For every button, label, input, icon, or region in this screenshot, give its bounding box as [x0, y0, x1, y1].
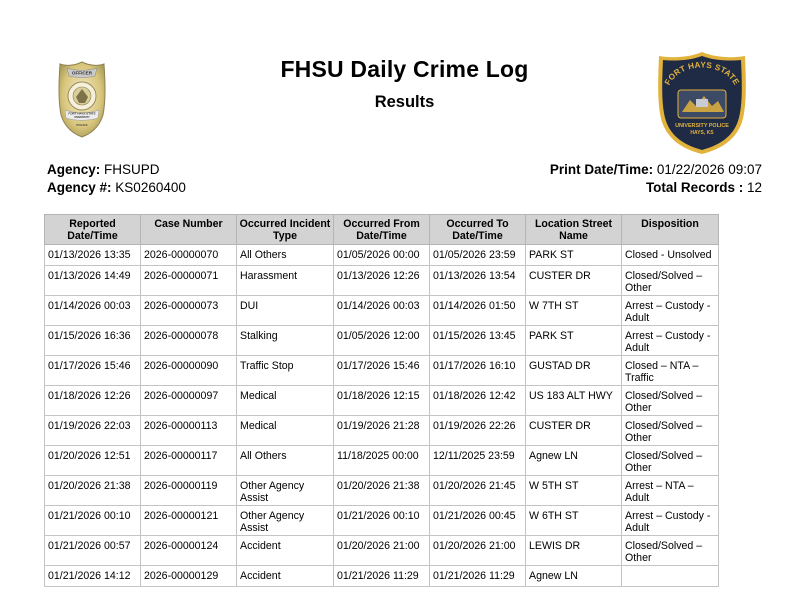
- table-cell: CUSTER DR: [526, 266, 622, 296]
- print-datetime-label: Print Date/Time:: [549, 162, 654, 177]
- table-cell: Closed - Unsolved: [622, 245, 719, 266]
- table-cell: 01/14/2026 01:50: [430, 296, 526, 326]
- table-cell: 01/17/2026 16:10: [430, 356, 526, 386]
- table-cell: 01/19/2026 22:03: [45, 416, 141, 446]
- table-cell: 01/13/2026 12:26: [334, 266, 430, 296]
- table-cell: 01/15/2026 16:36: [45, 326, 141, 356]
- agency-number-line: [47, 179, 186, 197]
- svg-text:UNIVERSITY: UNIVERSITY: [74, 116, 90, 119]
- total-records-value: 12: [746, 180, 762, 195]
- table-cell: Other Agency Assist: [237, 476, 334, 506]
- table-cell: 01/05/2026 12:00: [334, 326, 430, 356]
- table-cell: 01/20/2026 21:00: [430, 536, 526, 566]
- table-cell: 2026-00000121: [141, 506, 237, 536]
- table-cell: 01/18/2026 12:26: [45, 386, 141, 416]
- print-datetime-value: 01/22/2026 09:07: [656, 162, 762, 177]
- table-cell: 01/13/2026 13:54: [430, 266, 526, 296]
- page-subtitle: Results: [374, 93, 435, 111]
- table-cell: 01/20/2026 12:51: [45, 446, 141, 476]
- table-cell: Traffic Stop: [237, 356, 334, 386]
- table-cell: 01/21/2026 14:12: [45, 566, 141, 587]
- column-header: Reported Date/Time: [45, 215, 141, 245]
- agency-info: [47, 161, 186, 197]
- table-cell: W 7TH ST: [526, 296, 622, 326]
- table-cell: PARK ST: [526, 245, 622, 266]
- table-cell: Agnew LN: [526, 566, 622, 587]
- svg-text:POLICE: POLICE: [76, 123, 88, 127]
- table-cell: Other Agency Assist: [237, 506, 334, 536]
- table-cell: Harassment: [237, 266, 334, 296]
- column-header: Disposition: [622, 215, 719, 245]
- table-row: [45, 416, 719, 446]
- table-cell: 11/18/2025 00:00: [334, 446, 430, 476]
- table-cell: 2026-00000119: [141, 476, 237, 506]
- table-row: [45, 476, 719, 506]
- table-cell: 01/19/2026 21:28: [334, 416, 430, 446]
- table-row: [45, 386, 719, 416]
- table-cell: 01/21/2026 00:10: [334, 506, 430, 536]
- table-cell: 2026-00000073: [141, 296, 237, 326]
- table-row: [45, 266, 719, 296]
- agency-line: [47, 161, 186, 179]
- table-cell: W 5TH ST: [526, 476, 622, 506]
- table-cell: Agnew LN: [526, 446, 622, 476]
- table-cell: [622, 566, 719, 587]
- table-row: [45, 356, 719, 386]
- svg-text:OFFICER: OFFICER: [71, 70, 93, 76]
- table-row: [45, 506, 719, 536]
- table-row: [45, 296, 719, 326]
- table-row: [45, 446, 719, 476]
- table-cell: 01/21/2026 00:10: [45, 506, 141, 536]
- table-cell: 01/14/2026 00:03: [334, 296, 430, 326]
- column-header: Occurred From Date/Time: [334, 215, 430, 245]
- table-body: [45, 245, 719, 587]
- table-cell: 01/17/2026 15:46: [45, 356, 141, 386]
- table-cell: 01/20/2026 21:38: [45, 476, 141, 506]
- table-cell: 01/13/2026 13:35: [45, 245, 141, 266]
- table-cell: Arrest – Custody - Adult: [622, 326, 719, 356]
- total-records-line: [550, 179, 762, 197]
- table-cell: 2026-00000117: [141, 446, 237, 476]
- table-cell: Stalking: [237, 326, 334, 356]
- table-cell: LEWIS DR: [526, 536, 622, 566]
- table-cell: GUSTAD DR: [526, 356, 622, 386]
- table-cell: 2026-00000071: [141, 266, 237, 296]
- table-cell: 01/20/2026 21:45: [430, 476, 526, 506]
- table-cell: 2026-00000078: [141, 326, 237, 356]
- table-cell: All Others: [237, 245, 334, 266]
- table-cell: Arrest – Custody - Adult: [622, 296, 719, 326]
- table-cell: Closed – NTA – Traffic: [622, 356, 719, 386]
- table-cell: Medical: [237, 416, 334, 446]
- table-cell: 2026-00000129: [141, 566, 237, 587]
- table-cell: Closed/Solved – Other: [622, 536, 719, 566]
- table-cell: 01/05/2026 00:00: [334, 245, 430, 266]
- university-police-seal: [656, 50, 748, 156]
- svg-text:FORT HAYS STATE: FORT HAYS STATE: [663, 60, 741, 87]
- column-header: Location Street Name: [526, 215, 622, 245]
- print-info: [550, 161, 762, 197]
- total-records-label: Total Records :: [645, 180, 744, 195]
- column-header: Case Number: [141, 215, 237, 245]
- table-cell: 01/18/2026 12:15: [334, 386, 430, 416]
- table-row: [45, 326, 719, 356]
- table-cell: 01/18/2026 12:42: [430, 386, 526, 416]
- table-cell: Arrest – Custody - Adult: [622, 506, 719, 536]
- table-cell: 2026-00000124: [141, 536, 237, 566]
- table-cell: Arrest – NTA – Adult: [622, 476, 719, 506]
- table-cell: 2026-00000113: [141, 416, 237, 446]
- table-cell: Closed/Solved – Other: [622, 386, 719, 416]
- table-cell: 12/11/2025 23:59: [430, 446, 526, 476]
- table-row: [45, 536, 719, 566]
- agency-number-label: Agency #:: [47, 180, 112, 195]
- table-cell: 01/13/2026 14:49: [45, 266, 141, 296]
- table-cell: 01/21/2026 00:57: [45, 536, 141, 566]
- table-cell: 01/19/2026 22:26: [430, 416, 526, 446]
- table-cell: 01/20/2026 21:00: [334, 536, 430, 566]
- svg-text:FORT HAYS STATE: FORT HAYS STATE: [68, 111, 96, 116]
- agency-value: FHSUPD: [104, 162, 160, 177]
- table-cell: 01/20/2026 21:38: [334, 476, 430, 506]
- table-cell: 01/05/2026 23:59: [430, 245, 526, 266]
- column-header: Occurred To Date/Time: [430, 215, 526, 245]
- table-cell: Accident: [237, 566, 334, 587]
- table-cell: 2026-00000090: [141, 356, 237, 386]
- table-cell: 01/21/2026 11:29: [430, 566, 526, 587]
- table-cell: US 183 ALT HWY: [526, 386, 622, 416]
- table-cell: DUI: [237, 296, 334, 326]
- table-row: [45, 566, 719, 587]
- table-cell: 01/17/2026 15:46: [334, 356, 430, 386]
- table-cell: Medical: [237, 386, 334, 416]
- table-cell: CUSTER DR: [526, 416, 622, 446]
- table-cell: 2026-00000070: [141, 245, 237, 266]
- table-cell: 01/15/2026 13:45: [430, 326, 526, 356]
- print-datetime-line: [550, 161, 762, 179]
- table-cell: 01/21/2026 11:29: [334, 566, 430, 587]
- svg-text:HAYS, KS: HAYS, KS: [690, 130, 714, 136]
- table-cell: Closed/Solved – Other: [622, 416, 719, 446]
- crime-log-table: [44, 214, 719, 587]
- table-cell: All Others: [237, 446, 334, 476]
- table-row: [45, 245, 719, 266]
- table-cell: 2026-00000097: [141, 386, 237, 416]
- table-cell: PARK ST: [526, 326, 622, 356]
- table-cell: Closed/Solved – Other: [622, 446, 719, 476]
- column-header: Occurred Incident Type: [237, 215, 334, 245]
- table-cell: 01/14/2026 00:03: [45, 296, 141, 326]
- table-cell: 01/21/2026 00:45: [430, 506, 526, 536]
- table-cell: W 6TH ST: [526, 506, 622, 536]
- table-cell: Closed/Solved – Other: [622, 266, 719, 296]
- table-header-row: [45, 215, 719, 245]
- svg-text:UNIVERSITY POLICE: UNIVERSITY POLICE: [675, 123, 729, 129]
- agency-label: Agency:: [47, 162, 101, 177]
- agency-number-value: KS0260400: [115, 180, 186, 195]
- table-cell: Accident: [237, 536, 334, 566]
- page-title: FHSU Daily Crime Log: [280, 56, 529, 82]
